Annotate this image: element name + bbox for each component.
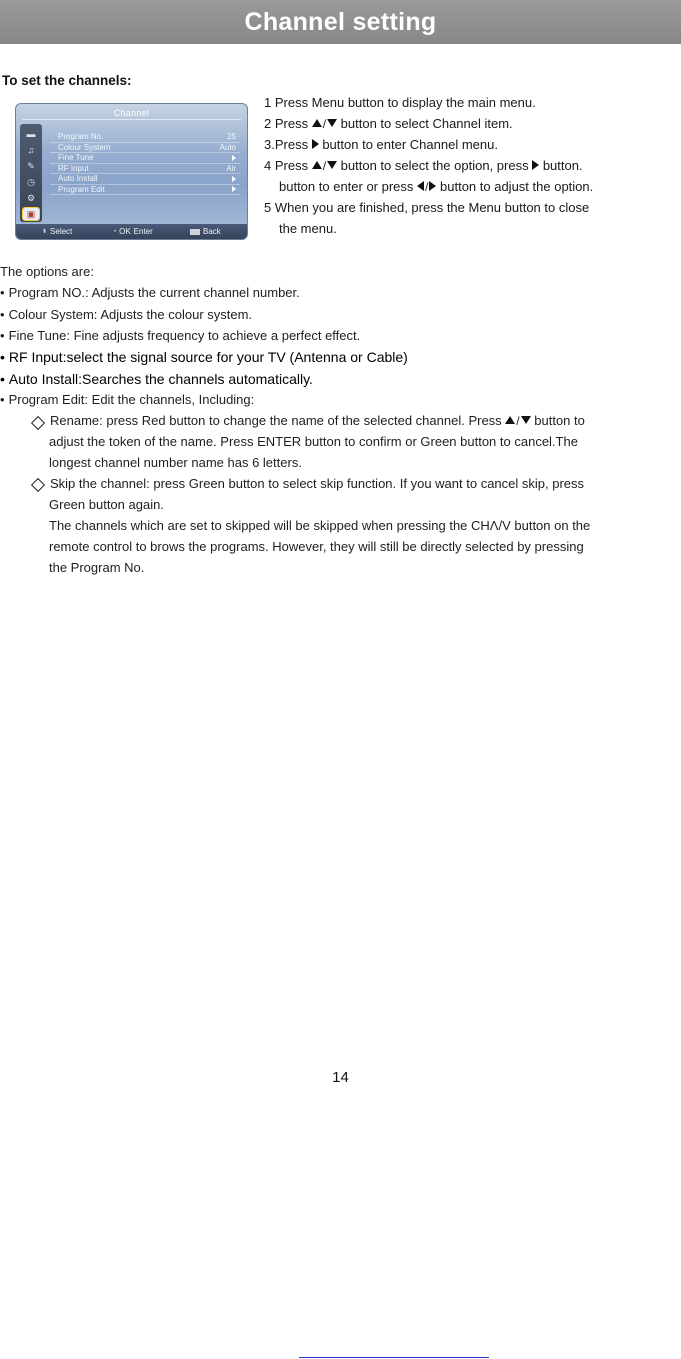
up-down-icon: ⬍: [42, 229, 48, 235]
step-text: button to enter Channel menu.: [322, 137, 498, 152]
step-text: 4 Press: [264, 158, 309, 173]
left-arrow-icon: [417, 181, 424, 191]
step-text: button.: [542, 158, 583, 173]
osd-row-rf-input: [50, 164, 240, 175]
osd-list: [50, 132, 240, 195]
osd-row-label: Colour System: [58, 142, 111, 152]
up-arrow-icon: [505, 416, 515, 424]
rename-text: Rename: press Red button to change the name of the selected channel. Press: [50, 413, 502, 428]
step-3: [264, 137, 498, 152]
osd-divider: [22, 119, 241, 120]
options-intro: The options are:: [0, 264, 94, 279]
option-text: Auto Install:Searches the channels automatically.: [8, 371, 313, 387]
step-text: 3.Press: [264, 137, 309, 152]
picture-icon: ▬: [26, 129, 36, 139]
step-5: 5 When you are finished, press the Menu button to close: [264, 200, 590, 215]
down-arrow-icon: [327, 161, 337, 169]
osd-row-value: Air: [226, 163, 236, 173]
rename-text: button to: [534, 413, 585, 428]
osd-row-label: Program No.: [58, 132, 104, 142]
page-number: 14: [332, 1069, 349, 1086]
step-text: button to enter or press: [279, 179, 414, 194]
option-text: Program NO.: Adjusts the current channel number.: [8, 285, 300, 300]
menu-key-icon: [190, 229, 200, 235]
osd-row-label: RF Input: [58, 163, 89, 173]
osd-row-program-no: [50, 132, 240, 143]
rename-line-3: longest channel number name has 6 letters.: [49, 455, 302, 470]
section-heading: To set the channels:: [2, 73, 132, 88]
arrow-right-icon: [232, 176, 236, 182]
bullet: •: [0, 307, 5, 322]
enter-label: Enter: [133, 227, 153, 236]
select-label: Select: [50, 227, 73, 236]
option-item: [0, 371, 313, 387]
diamond-icon: [31, 416, 45, 430]
skip-line-5: the Program No.: [49, 560, 145, 575]
option-item: [0, 328, 360, 343]
dot-icon: •: [114, 228, 117, 235]
skip-line-4: remote control to brows the programs. However, they will still be directly selected by pressing: [49, 539, 584, 554]
right-arrow-icon: [429, 181, 436, 191]
bullet: •: [0, 328, 5, 343]
sound-icon: ♫: [27, 145, 35, 155]
right-arrow-icon: [532, 160, 539, 170]
option-item: [0, 349, 408, 365]
bullet: •: [0, 392, 5, 407]
osd-row-value: 25: [227, 132, 236, 142]
rename-line-1: Rename: press Red button to change the name of the selected channel. Press / button to: [50, 413, 585, 428]
osd-footer-ok: [114, 227, 153, 236]
up-arrow-icon: [312, 119, 322, 127]
skip-line-1: Skip the channel: press Green button to select skip function. If you want to cancel skip, press: [50, 476, 585, 491]
bullet: •: [0, 349, 5, 365]
osd-row-colour-system: [50, 143, 240, 154]
step-text: button to select the option, press: [340, 158, 529, 173]
option-text: Fine Tune: Fine adjusts frequency to achieve a perfect effect.: [8, 328, 361, 343]
skip-line-2: Green button again.: [49, 497, 164, 512]
step-4: 4 Press / button to select the option, press button.: [264, 158, 583, 173]
time-icon: ◷: [27, 176, 35, 187]
bullet: •: [0, 371, 5, 387]
option-text: RF Input:select the signal source for your TV (Antenna or Cable): [8, 349, 408, 365]
arrow-right-icon: [232, 186, 236, 192]
osd-title: Channel: [113, 108, 150, 118]
rename-line-2: adjust the token of the name. Press ENTER button to confirm or Green button to cancel.The: [49, 434, 578, 449]
osd-row-program-edit: [50, 185, 240, 196]
option-text: Program Edit: Edit the channels, Including:: [8, 392, 255, 407]
diamond-icon: [31, 478, 45, 492]
setup-icon: ✎: [27, 160, 35, 171]
step-text: button to adjust the option.: [440, 179, 594, 194]
option-icon: ⚙: [26, 192, 36, 203]
osd-row-fine-tune: [50, 153, 240, 164]
step-5-continued: the menu.: [279, 221, 337, 236]
osd-icon-bar: [20, 124, 42, 222]
down-arrow-icon: [521, 416, 531, 424]
step-text: button to select Channel item.: [340, 116, 513, 131]
channel-icon: ▣: [23, 208, 39, 220]
osd-footer-back: [190, 227, 221, 236]
ok-label: OK: [119, 227, 131, 236]
arrow-right-icon: [232, 155, 236, 161]
footer-link-underline: [299, 1357, 489, 1358]
right-arrow-icon: [312, 139, 319, 149]
osd-row-auto-install: [50, 174, 240, 185]
option-item: [0, 392, 254, 407]
back-label: Back: [203, 227, 221, 236]
up-arrow-icon: [312, 161, 322, 169]
bullet: •: [0, 285, 5, 300]
osd-row-label: Auto Install: [58, 174, 98, 184]
osd-footer-select: [42, 227, 72, 236]
osd-row-label: Fine Tune: [58, 153, 94, 163]
skip-line-3: The channels which are set to skipped will be skipped when pressing the CHΛ/V button on the: [49, 518, 591, 533]
step-4-continued: button to enter or press / button to adjust the option.: [279, 179, 594, 194]
osd-row-label: Program Edit: [58, 184, 105, 194]
step-text: 2 Press: [264, 116, 309, 131]
header-bar: [0, 0, 681, 44]
osd-row-value: Auto: [219, 142, 236, 152]
osd-footer: [16, 224, 247, 239]
option-item: [0, 285, 300, 300]
step-2: 2 Press / button to select Channel item.: [264, 116, 513, 131]
step-1: 1 Press Menu button to display the main menu.: [264, 95, 536, 110]
option-item: [0, 307, 252, 322]
down-arrow-icon: [327, 119, 337, 127]
option-text: Colour System: Adjusts the colour system.: [8, 307, 253, 322]
page-title: Channel setting: [244, 7, 437, 36]
channel-osd-menu: [15, 103, 248, 240]
